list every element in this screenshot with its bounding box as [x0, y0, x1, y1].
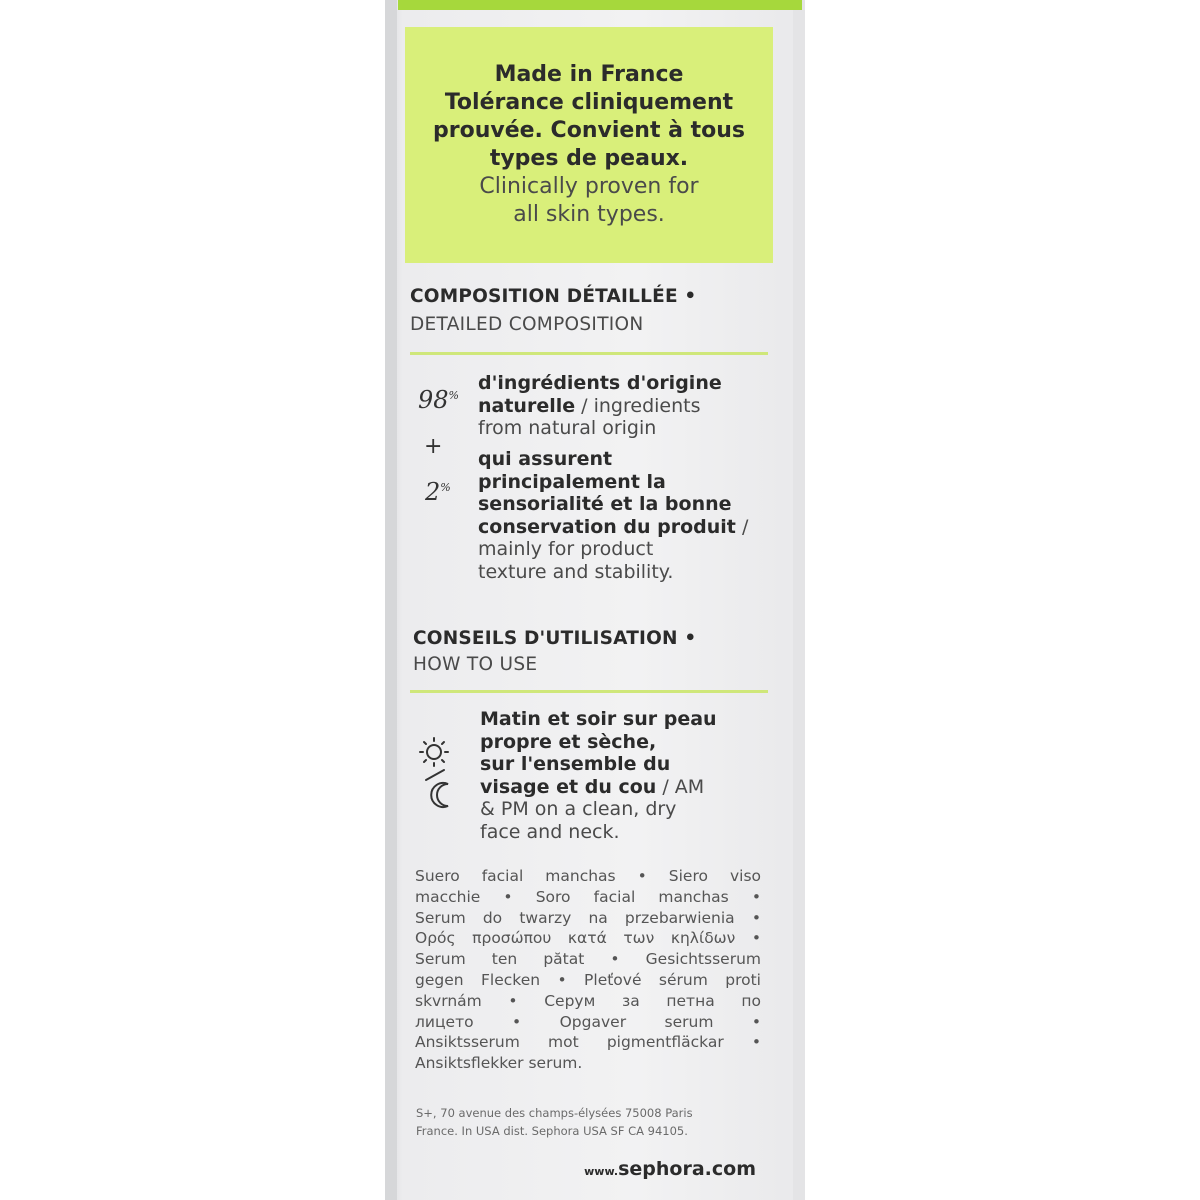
clinically-proven-line-2: all skin types.	[513, 202, 665, 227]
natural-percent: 98%	[418, 386, 459, 414]
translation-line: Suero facial manchas • Siero viso	[415, 867, 761, 885]
other-percent: 2%	[425, 478, 451, 506]
translation-line: Serum do twarzy na przebarwienia •	[415, 908, 761, 927]
translation-line: Ansiktsserum mot pigmentfläckar •	[415, 1033, 761, 1052]
top-green-stripe	[398, 0, 802, 10]
box-left-edge	[385, 0, 397, 1200]
tolerance-line-2: prouvée. Convient à tous	[432, 118, 746, 143]
translation-line: Serum ten pătat • Gesichtsserum	[415, 950, 761, 969]
box-right-edge	[793, 0, 805, 1200]
translation-line: лицето • Opgaver serum •	[415, 1012, 761, 1031]
tolerance-line-3: types de peaux.	[489, 146, 689, 171]
usage-divider	[410, 690, 768, 693]
clinically-proven-line-1: Clinically proven for	[479, 174, 699, 199]
composition-subtitle: DETAILED COMPOSITION	[410, 314, 644, 335]
website-url: www.sephora.com	[584, 1158, 756, 1180]
composition-title: COMPOSITION DÉTAILLÉE •	[410, 286, 697, 307]
usage-title: CONSEILS D'UTILISATION •	[413, 628, 697, 649]
plus-sign: +	[424, 434, 443, 459]
product-name-translations	[415, 866, 761, 1074]
made-in-france: Made in France	[494, 62, 684, 87]
translation-line: macchie • Soro facial manchas •	[415, 887, 761, 906]
translation-line: Ansiktsflekker serum.	[415, 1054, 583, 1073]
translation-line: skvrnám • Серум за петна по	[415, 991, 761, 1010]
tolerance-line-1: Tolérance cliniquement	[444, 90, 734, 115]
other-ingredients-text: qui assurent principalement la sensorialité et la bonne conservation du produit / mainly for product texture and stability.	[478, 448, 749, 583]
distributor-address: S+, 70 avenue des champs-élysées 75008 Paris France. In USA dist. Sephora USA SF CA 94105.	[416, 1106, 693, 1138]
translation-line: Ορός προσώπου κατά των κηλίδων •	[415, 929, 761, 948]
composition-divider	[410, 352, 768, 355]
usage-subtitle: HOW TO USE	[413, 654, 538, 675]
claims-banner	[405, 27, 773, 263]
translation-line: gegen Flecken • Pleťové sérum proti	[415, 970, 761, 989]
sun-moon-icon	[414, 736, 460, 810]
usage-text: Matin et soir sur peau propre et sèche, sur l'ensemble du visage et du cou / AM & PM on a clean, dry face and neck.	[480, 708, 717, 843]
natural-ingredients-text: d'ingrédients d'origine naturelle / ingredients from natural origin	[478, 372, 722, 439]
